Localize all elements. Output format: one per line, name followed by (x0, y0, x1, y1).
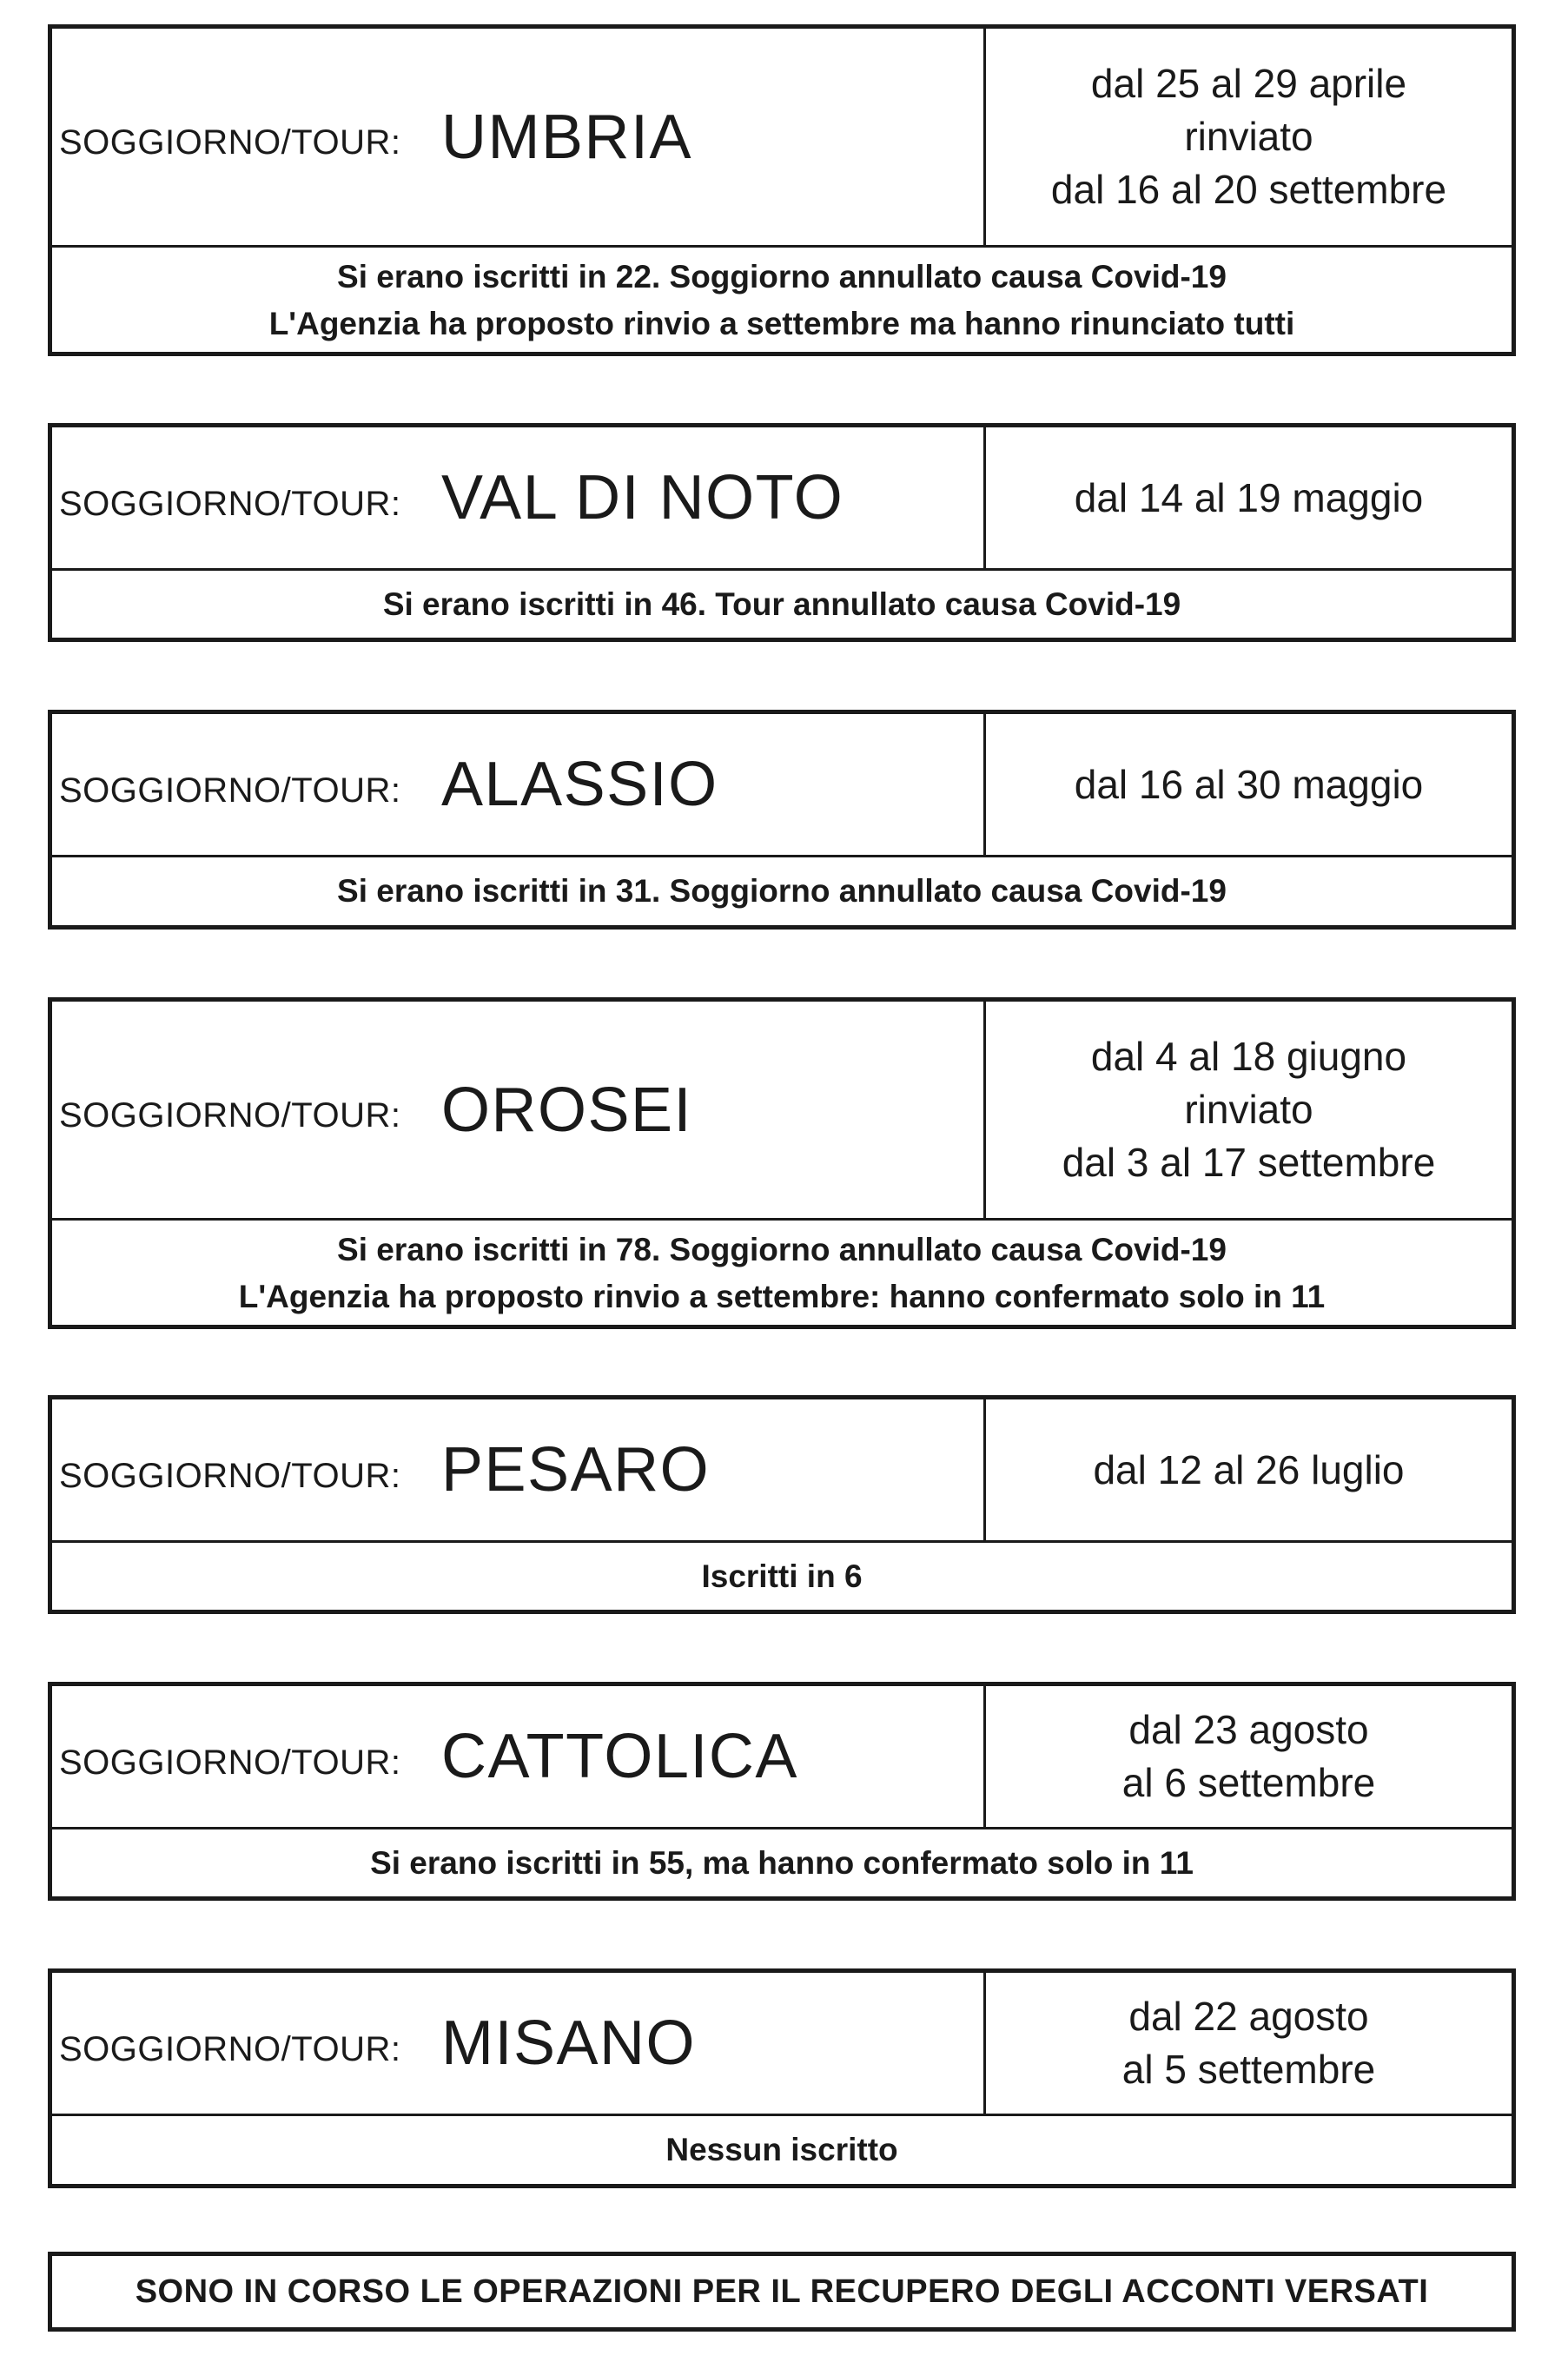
tour-label: SOGGIORNO/TOUR: (59, 1456, 401, 1495)
tour-note (52, 248, 1512, 354)
tour-label: SOGGIORNO/TOUR: (59, 484, 401, 523)
tour-note-line: Si erano iscritti in 46. Tour annullato causa Covid-19 (382, 586, 1181, 622)
tour-date-line: al 6 settembre (1121, 1760, 1376, 1805)
tour-note-line: Iscritti in 6 (701, 1558, 863, 1594)
tour-date-line: dal 4 al 18 giugno (1090, 1034, 1407, 1079)
tour-date-line: dal 16 al 20 settembre (1050, 167, 1447, 212)
tour-note-line: Si erano iscritti in 22. Soggiorno annullato causa Covid-19 (337, 259, 1227, 294)
tour-box-val-di-noto (48, 423, 1516, 642)
tour-header-row (52, 1686, 1512, 1829)
tour-note-line: Si erano iscritti in 31. Soggiorno annullato causa Covid-19 (337, 873, 1227, 909)
tour-date-line: dal 16 al 30 maggio (1074, 761, 1424, 807)
tour-note-line: Nessun iscritto (665, 2132, 898, 2167)
tour-date-line: rinviato (1184, 114, 1313, 159)
tour-dates (986, 29, 1512, 245)
tour-date-line: dal 22 agosto (1128, 1994, 1369, 2039)
tour-note (52, 857, 1512, 925)
tour-note-line: L'Agenzia ha proposto rinvio a settembre: hanno confermato solo in 11 (238, 1279, 1326, 1314)
tour-date-line: rinviato (1184, 1087, 1313, 1132)
tour-note-line: Si erano iscritti in 78. Soggiorno annullato causa Covid-19 (337, 1232, 1227, 1267)
tour-note-line: Si erano iscritti in 55, ma hanno confermato solo in 11 (370, 1844, 1194, 1881)
tour-note (52, 2116, 1512, 2184)
tour-label: SOGGIORNO/TOUR: (59, 1743, 401, 1782)
tour-dates (986, 1399, 1512, 1540)
tour-name: UMBRIA (441, 102, 693, 172)
tour-name-cell (52, 714, 986, 855)
tour-name: PESARO (441, 1435, 711, 1505)
tour-box-alassio (48, 710, 1516, 930)
tour-date-line: dal 25 al 29 aprile (1090, 61, 1407, 106)
tour-name: OROSEI (441, 1075, 693, 1145)
tour-name-cell (52, 1973, 986, 2114)
tour-box-cattolica (48, 1682, 1516, 1901)
tour-name-cell (52, 29, 986, 245)
tour-label: SOGGIORNO/TOUR: (59, 771, 401, 810)
tour-header-row (52, 1973, 1512, 2116)
tour-dates (986, 714, 1512, 855)
tour-header-row (52, 1002, 1512, 1221)
tour-name: MISANO (441, 2008, 697, 2078)
tour-box-orosei (48, 997, 1516, 1329)
tour-note (52, 571, 1512, 638)
tour-header-row (52, 1399, 1512, 1543)
tour-date-line: dal 12 al 26 luglio (1093, 1446, 1405, 1492)
tour-label: SOGGIORNO/TOUR: (59, 1096, 401, 1135)
tour-name: ALASSIO (441, 750, 718, 819)
tour-note (52, 1543, 1512, 1610)
tour-box-umbria (48, 24, 1516, 356)
tour-name: VAL DI NOTO (441, 463, 844, 533)
tour-name: CATTOLICA (441, 1722, 798, 1791)
tour-dates (986, 1002, 1512, 1218)
tour-name-cell (52, 427, 986, 568)
tour-header-row (52, 714, 1512, 857)
tour-note-line: L'Agenzia ha proposto rinvio a settembre ma hanno rinunciato tutti (268, 306, 1295, 341)
tour-box-misano (48, 1968, 1516, 2188)
tour-dates (986, 1686, 1512, 1827)
footer-notice (48, 2252, 1516, 2332)
tour-note (52, 1829, 1512, 1896)
tour-date-line: dal 14 al 19 maggio (1074, 474, 1424, 520)
tour-label: SOGGIORNO/TOUR: (59, 2029, 401, 2068)
tour-box-pesaro (48, 1395, 1516, 1614)
tour-label: SOGGIORNO/TOUR: (59, 123, 401, 162)
tour-date-line: al 5 settembre (1121, 2047, 1376, 2092)
tour-dates (986, 427, 1512, 568)
tour-name-cell (52, 1686, 986, 1827)
tour-date-line: dal 3 al 17 settembre (1062, 1140, 1436, 1185)
tour-date-line: dal 23 agosto (1128, 1707, 1369, 1752)
tour-header-row (52, 427, 1512, 571)
tour-header-row (52, 29, 1512, 248)
tour-dates (986, 1973, 1512, 2114)
footer-text: SONO IN CORSO LE OPERAZIONI PER IL RECUPERO DEGLI ACCONTI VERSATI (135, 2273, 1429, 2310)
tour-name-cell (52, 1399, 986, 1540)
tour-note (52, 1221, 1512, 1327)
tour-name-cell (52, 1002, 986, 1218)
